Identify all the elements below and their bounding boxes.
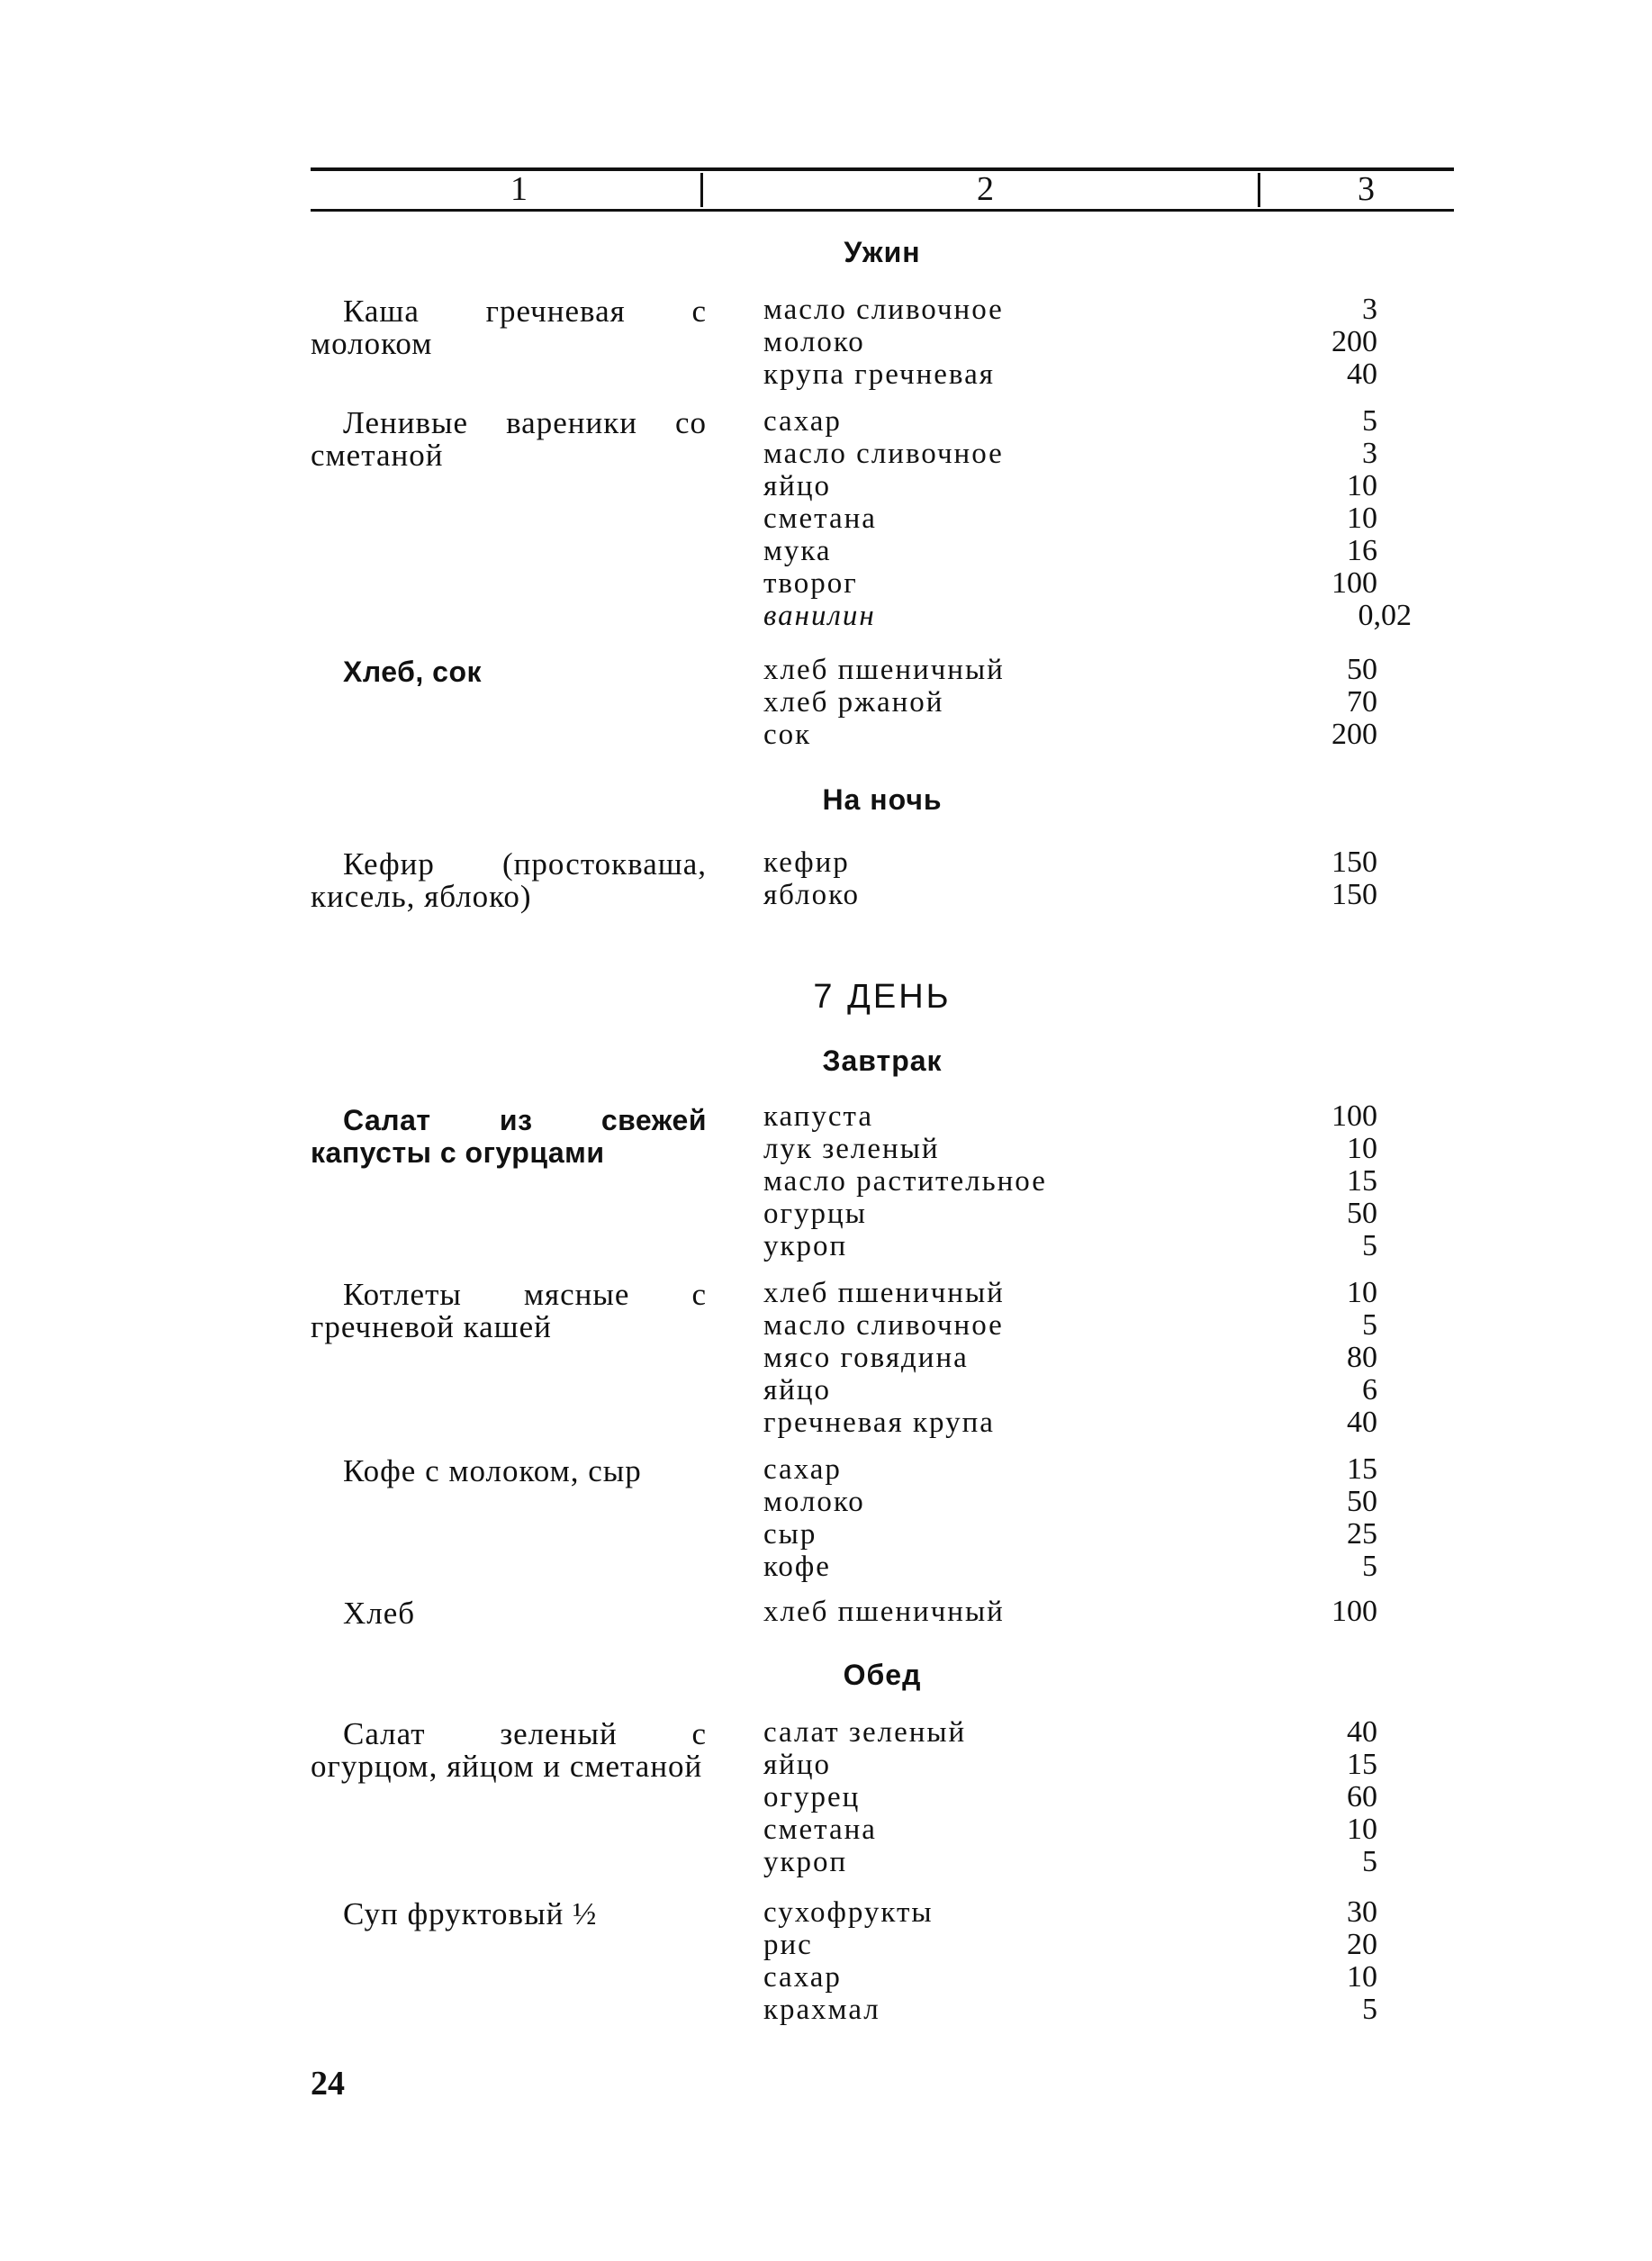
page-number: 24 bbox=[311, 2065, 345, 2103]
ingredient-row bbox=[763, 1100, 1412, 1133]
ingredient-name: масло растительное bbox=[763, 1165, 1047, 1198]
ingredient-row bbox=[763, 1781, 1412, 1813]
ingredient-quantity: 0,02 bbox=[1358, 599, 1412, 632]
ingredient-row bbox=[763, 1486, 1412, 1518]
ingredient-quantity: 16 bbox=[1347, 534, 1377, 567]
ingredient-name: рис bbox=[763, 1929, 813, 1961]
ingredient-name: молоко bbox=[763, 326, 865, 358]
section-heading-night: На ночь bbox=[822, 783, 943, 816]
ingredient-name: огурец bbox=[763, 1781, 861, 1813]
ingredient-quantity: 20 bbox=[1347, 1928, 1377, 1961]
ingredient-row bbox=[763, 1813, 1412, 1846]
ingredient-quantity: 5 bbox=[1362, 1308, 1377, 1342]
ingredient-row bbox=[763, 1198, 1412, 1230]
ingredient-row bbox=[763, 1165, 1412, 1198]
ingredient-row bbox=[763, 1749, 1412, 1781]
ingredient-quantity: 6 bbox=[1362, 1373, 1377, 1406]
ingredient-row bbox=[763, 654, 1412, 686]
ingredient-quantity: 50 bbox=[1347, 1485, 1377, 1518]
ingredient-quantity: 5 bbox=[1362, 1229, 1377, 1262]
section-heading-lunch: Обед bbox=[843, 1659, 922, 1691]
column-header-3: 3 bbox=[1358, 170, 1375, 208]
ingredient-name: салат зеленый bbox=[763, 1716, 967, 1749]
ingredient-name: укроп bbox=[763, 1230, 848, 1262]
ingredient-name: хлеб пшеничный bbox=[763, 1596, 1005, 1628]
dish-name: Котлеты мясные с гречневой кашей bbox=[311, 1277, 707, 1344]
ingredient-quantity: 80 bbox=[1347, 1341, 1377, 1374]
ingredient-quantity: 100 bbox=[1332, 566, 1377, 600]
column-separator bbox=[700, 173, 703, 207]
ingredient-quantity: 5 bbox=[1362, 1993, 1377, 2026]
ingredient-name: творог bbox=[763, 567, 858, 600]
ingredient-list bbox=[763, 846, 1412, 911]
ingredient-quantity: 5 bbox=[1362, 404, 1377, 438]
dish-name: Ленивые вареники со сметаной bbox=[311, 405, 707, 473]
ingredient-name: сахар bbox=[763, 405, 842, 438]
ingredient-quantity: 30 bbox=[1347, 1895, 1377, 1929]
ingredient-quantity: 40 bbox=[1347, 1715, 1377, 1749]
ingredient-name: яйцо bbox=[763, 470, 831, 502]
ingredient-row bbox=[763, 719, 1412, 751]
ingredient-list bbox=[763, 1100, 1412, 1262]
ingredient-name: укроп bbox=[763, 1846, 848, 1878]
ingredient-row bbox=[763, 879, 1412, 911]
ingredient-row bbox=[763, 686, 1412, 719]
ingredient-row bbox=[763, 846, 1412, 879]
column-separator bbox=[1258, 173, 1260, 207]
ingredient-list bbox=[763, 1277, 1412, 1439]
ingredient-name: хлеб пшеничный bbox=[763, 654, 1005, 686]
ingredient-row bbox=[763, 1994, 1412, 2026]
ingredient-list bbox=[763, 654, 1412, 751]
ingredient-row bbox=[763, 1453, 1412, 1486]
ingredient-row bbox=[763, 1374, 1412, 1406]
day-heading: 7 ДЕНЬ bbox=[813, 978, 952, 1016]
section-heading-breakfast: Завтрак bbox=[822, 1045, 943, 1077]
ingredient-name: масло сливочное bbox=[763, 1309, 1004, 1342]
ingredient-name: яблоко bbox=[763, 879, 860, 911]
ingredient-name: молоко bbox=[763, 1486, 865, 1518]
ingredient-name: ванилин bbox=[763, 600, 876, 632]
ingredient-row bbox=[763, 1277, 1412, 1309]
dish-name: Хлеб, сок bbox=[343, 656, 483, 688]
ingredient-list bbox=[763, 1896, 1412, 2026]
ingredient-name: яйцо bbox=[763, 1749, 831, 1781]
ingredient-name: сухофрукты bbox=[763, 1896, 934, 1929]
ingredient-name: кефир bbox=[763, 846, 850, 879]
ingredient-row bbox=[763, 1518, 1412, 1551]
ingredient-quantity: 10 bbox=[1347, 1960, 1377, 1994]
ingredient-row bbox=[763, 470, 1412, 502]
ingredient-row bbox=[763, 294, 1412, 326]
ingredient-quantity: 50 bbox=[1347, 653, 1377, 686]
ingredient-row bbox=[763, 1551, 1412, 1583]
ingredient-row bbox=[763, 535, 1412, 567]
dish-name: Хлеб bbox=[343, 1596, 416, 1631]
ingredient-name: сметана bbox=[763, 1813, 877, 1846]
ingredient-list bbox=[763, 405, 1412, 632]
ingredient-name: капуста bbox=[763, 1100, 874, 1133]
section-heading-dinner: Ужин bbox=[844, 236, 921, 268]
ingredient-row bbox=[763, 502, 1412, 535]
ingredient-row bbox=[763, 1230, 1412, 1262]
ingredient-row bbox=[763, 1716, 1412, 1749]
ingredient-name: крупа гречневая bbox=[763, 358, 995, 391]
ingredient-name: мука bbox=[763, 535, 832, 567]
dish-name: Каша гречневая с молоком bbox=[311, 294, 707, 361]
ingredient-list bbox=[763, 1453, 1412, 1583]
ingredient-name: масло сливочное bbox=[763, 294, 1004, 326]
ingredient-name: лук зеленый bbox=[763, 1133, 940, 1165]
ingredient-row bbox=[763, 1596, 1412, 1628]
column-header-2: 2 bbox=[977, 170, 994, 208]
ingredient-quantity: 10 bbox=[1347, 1132, 1377, 1165]
ingredient-quantity: 5 bbox=[1362, 1550, 1377, 1583]
ingredient-name: крахмал bbox=[763, 1994, 880, 2026]
ingredient-quantity: 10 bbox=[1347, 1813, 1377, 1846]
ingredient-quantity: 150 bbox=[1332, 846, 1377, 879]
ingredient-quantity: 60 bbox=[1347, 1780, 1377, 1813]
ingredient-list bbox=[763, 294, 1412, 391]
ingredient-row bbox=[763, 1406, 1412, 1439]
ingredient-quantity: 15 bbox=[1347, 1748, 1377, 1781]
ingredient-quantity: 100 bbox=[1332, 1099, 1377, 1133]
ingredient-name: кофе bbox=[763, 1551, 831, 1583]
ingredient-row bbox=[763, 1133, 1412, 1165]
ingredient-quantity: 200 bbox=[1332, 718, 1377, 751]
ingredient-name: сахар bbox=[763, 1453, 842, 1486]
dish-name: Суп фруктовый ½ bbox=[343, 1896, 598, 1931]
ingredient-quantity: 40 bbox=[1347, 1406, 1377, 1439]
column-header-1: 1 bbox=[510, 170, 528, 208]
dish-name: Салат из свежей капусты с огурцами bbox=[311, 1104, 707, 1169]
ingredient-row bbox=[763, 567, 1412, 600]
ingredient-quantity: 10 bbox=[1347, 1276, 1377, 1309]
ingredient-row bbox=[763, 1342, 1412, 1374]
ingredient-row bbox=[763, 358, 1412, 391]
ingredient-name: гречневая крупа bbox=[763, 1406, 995, 1439]
table-header-bottom-rule bbox=[311, 209, 1454, 212]
dish-name: Кефир (простокваша, кисель, яблоко) bbox=[311, 846, 707, 914]
ingredient-name: яйцо bbox=[763, 1374, 831, 1406]
ingredient-quantity: 200 bbox=[1332, 325, 1377, 358]
ingredient-list bbox=[763, 1716, 1412, 1878]
ingredient-quantity: 3 bbox=[1362, 437, 1377, 470]
ingredient-name: мясо говядина bbox=[763, 1342, 969, 1374]
ingredient-quantity: 10 bbox=[1347, 469, 1377, 502]
ingredient-row bbox=[763, 1929, 1412, 1961]
ingredient-quantity: 100 bbox=[1332, 1595, 1377, 1628]
ingredient-name: масло сливочное bbox=[763, 438, 1004, 470]
ingredient-name: сыр bbox=[763, 1518, 817, 1551]
ingredient-quantity: 15 bbox=[1347, 1164, 1377, 1198]
ingredient-name: сахар bbox=[763, 1961, 842, 1994]
ingredient-list bbox=[763, 1596, 1412, 1628]
ingredient-quantity: 10 bbox=[1347, 502, 1377, 535]
ingredient-row bbox=[763, 600, 1412, 632]
dish-name: Кофе с молоком, сыр bbox=[343, 1453, 642, 1488]
ingredient-name: хлеб ржаной bbox=[763, 686, 944, 719]
ingredient-name: огурцы bbox=[763, 1198, 867, 1230]
ingredient-name: сок bbox=[763, 719, 812, 751]
ingredient-quantity: 15 bbox=[1347, 1452, 1377, 1486]
ingredient-row bbox=[763, 1961, 1412, 1994]
ingredient-quantity: 70 bbox=[1347, 685, 1377, 719]
ingredient-quantity: 40 bbox=[1347, 357, 1377, 391]
ingredient-name: хлеб пшеничный bbox=[763, 1277, 1005, 1309]
ingredient-row bbox=[763, 326, 1412, 358]
ingredient-quantity: 50 bbox=[1347, 1197, 1377, 1230]
ingredient-name: сметана bbox=[763, 502, 877, 535]
ingredient-quantity: 3 bbox=[1362, 293, 1377, 326]
table-header-row bbox=[311, 169, 1454, 209]
ingredient-row bbox=[763, 1896, 1412, 1929]
ingredient-quantity: 25 bbox=[1347, 1517, 1377, 1551]
ingredient-row bbox=[763, 1846, 1412, 1878]
ingredient-row bbox=[763, 438, 1412, 470]
ingredient-quantity: 150 bbox=[1332, 878, 1377, 911]
ingredient-row bbox=[763, 1309, 1412, 1342]
ingredient-row bbox=[763, 405, 1412, 438]
ingredient-quantity: 5 bbox=[1362, 1845, 1377, 1878]
dish-name: Салат зеленый с огурцом, яйцом и сметаной bbox=[311, 1716, 707, 1784]
